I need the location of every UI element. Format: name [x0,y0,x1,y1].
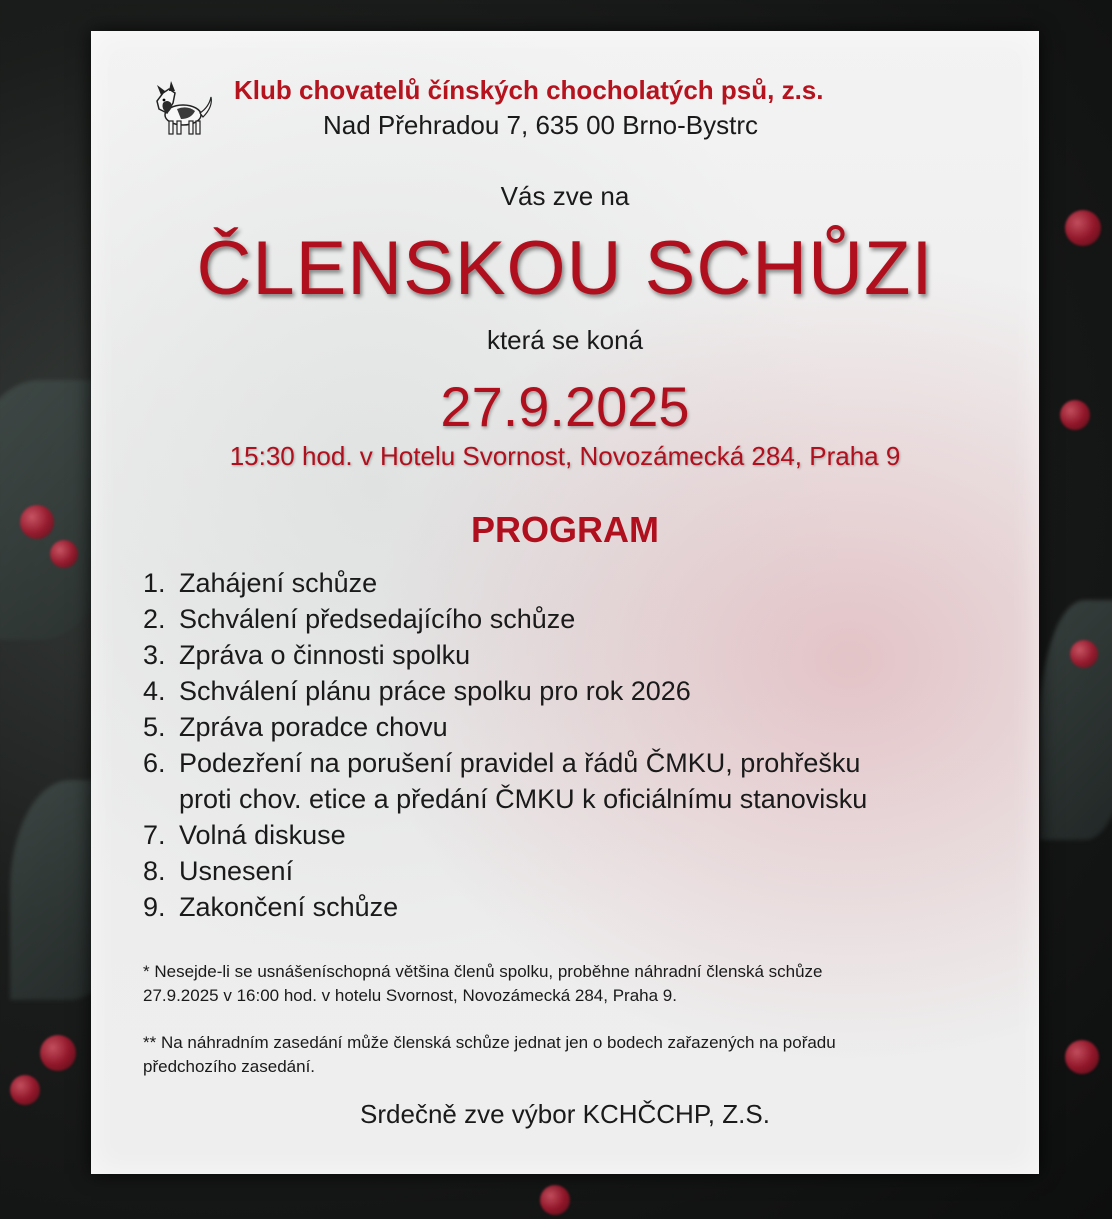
list-item [143,673,867,709]
held-text: která se koná [486,325,644,355]
item-text: Schválení předsedajícího schůze [179,604,576,634]
background-berry [1070,640,1098,668]
item-text: Schválení plánu práce spolku pro rok 2026 [179,676,691,706]
item-text: proti chov. etice a předání ČMKU k oficiálnímu stanovisku [179,784,868,814]
background-berry [10,1075,40,1105]
item-number: 6. [143,748,166,778]
background-leaf [1040,600,1112,840]
item-text: Podezření na porušení pravidel a řádů ČMKU, prohřešku [179,748,861,778]
item-text: Zpráva o činnosti spolku [179,640,471,670]
item-text: Zakončení schůze [179,892,399,922]
item-text: Zahájení schůze [179,568,378,598]
background-berry [1065,210,1101,246]
footnote-2 [143,1031,1003,1079]
list-item [143,601,867,637]
event-date: 27.9.2025 [440,375,690,438]
list-item [143,853,867,889]
background-berry [40,1035,76,1071]
footnote-2-line-2: předchozího zasedání. [143,1057,316,1076]
event-time-place: 15:30 hod. v Hotelu Svornost, Novozámecká 284, Praha 9 [229,441,901,471]
club-name: Klub chovatelů čínských chocholatých psů, z.s. [234,75,824,105]
list-item-continuation [143,781,867,817]
background-berry [1065,1040,1099,1074]
list-item [143,889,867,925]
program-list [143,565,867,925]
item-number: 1. [143,568,166,598]
background-berry [540,1185,570,1215]
item-number: 3. [143,640,166,670]
footnote-1-line-2: 27.9.2025 v 16:00 hod. v hotelu Svornost, Novozámecká 284, Praha 9. [143,986,677,1005]
footnote-2-line-1: ** Na náhradním zasedání může členská schůze jednat jen o bodech zařazených na pořadu [143,1033,836,1052]
footnote-1-line-1: * Nesejde-li se usnášeníschopná většina členů spolku, proběhne náhradní členská schůze [143,962,823,981]
item-number: 5. [143,712,166,742]
background-berry [1060,400,1090,430]
footnote-1 [143,960,1003,1008]
event-title: ČLENSKOU SCHŮZI [196,226,934,311]
invitation-card [91,31,1039,1174]
item-number: 8. [143,856,166,886]
item-number: 9. [143,892,166,922]
item-text: Zpráva poradce chovu [179,712,448,742]
program-heading: PROGRAM [471,509,659,550]
list-item [143,745,867,781]
list-item [143,637,867,673]
list-item [143,709,867,745]
item-number: 7. [143,820,166,850]
item-number: 2. [143,604,166,634]
club-address: Nad Přehradou 7, 635 00 Brno-Bystrc [323,110,759,140]
signature: Srdečně zve výbor KCHČCHP, Z.S. [360,1099,770,1129]
background-berry [20,505,54,539]
list-item [143,565,867,601]
item-text: Volná diskuse [179,820,346,850]
item-number: 4. [143,676,166,706]
invite-intro: Vás zve na [500,181,630,211]
item-text: Usnesení [179,856,294,886]
background-berry [50,540,78,568]
list-item [143,817,867,853]
chinese-crested-dog-icon [153,79,215,137]
